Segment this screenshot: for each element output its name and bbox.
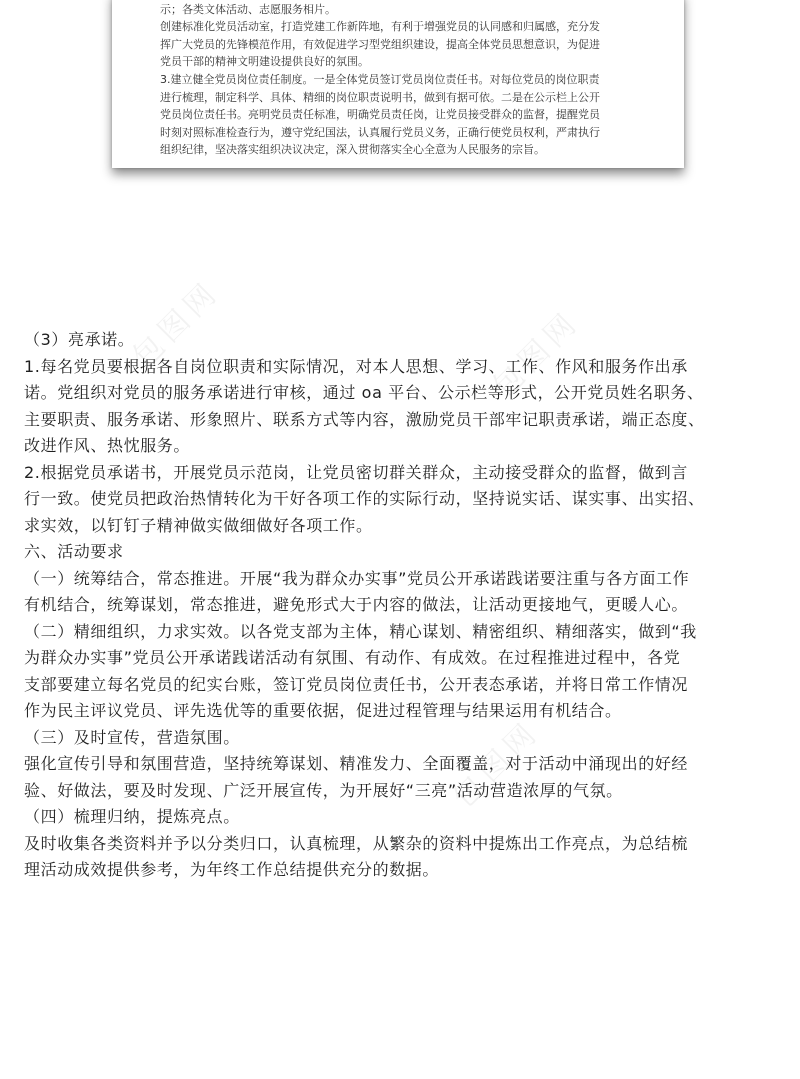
preview-line: 党员干部的精神文明建设提供良好的氛围。 [160,55,369,69]
preview-line: 3.建立健全党员岗位责任制度。一是全体党员签订党员岗位责任书。对每位党员的岗位职责 [160,72,600,86]
preview-line: 时刻对照标准检查行为，遵守党纪国法，认真履行党员义务，正确行使党员权利，严肃执行 [160,125,600,139]
preview-line: 创建标准化党员活动室，打造党建工作新阵地，有利于增强党员的认同感和归属感，充分发 [160,20,600,34]
paragraph-line: 作为民主评议党员、评先选优等的重要依据，促进过程管理与结果运用有机结合。 [24,701,622,720]
paragraph-line: 强化宣传引导和氛围营造，坚持统筹谋划、精准发力、全面覆盖，对于活动中涌现出的好经 [24,754,689,773]
document-body [24,327,784,884]
preview-line: 组织纪律，坚决落实组织决议决定，深入贯彻落实全心全意为人民服务的宗旨。 [160,143,545,157]
section-heading: 六、活动要求 [24,542,124,561]
preview-line: 进行梳理，制定科学、具体、精细的岗位职责说明书，做到有据可依。二是在公示栏上公开 [160,90,600,104]
section-heading: （四）梳理归纳，提炼亮点。 [24,807,240,826]
document-page-preview [112,0,684,168]
section-heading: （3）亮承诺。 [24,330,135,349]
paragraph-line: 理活动成效提供参考，为年终工作总结提供充分的数据。 [24,860,440,879]
preview-line: 党员岗位责任书。亮明党员责任标准，明确党员责任岗，让党员接受群众的监督，提醒党员 [160,108,600,122]
section-heading: （三）及时宣传，营造氛围。 [24,727,240,747]
paragraph-line: 主要职责、服务承诺、形象照片、联系方式等内容，激励党员干部牢记职责承诺，端正态度、 [24,409,705,429]
paragraph-line: 改进作风、热忱服务。 [24,436,191,455]
watermark: 包图网 [485,303,588,406]
watermark: 包图网 [445,713,548,816]
paragraph-line: （二）精细组织，力求实效。以各党支部为主体，精心谋划、精密组织、精细落实，做到“我 [24,621,697,641]
paragraph-line: 及时收集各类资料并予以分类归口，认真梳理，从繁杂的资料中提炼出工作亮点，为总结梳 [24,833,689,853]
preview-line: 示；各类文体活动、志愿服务相片。 [160,2,336,16]
paragraph-line: 求实效，以钉钉子精神做实做细做好各项工作。 [24,515,373,535]
paragraph-line: 有机结合，统筹谋划，常态推进，避免形式大于内容的做法，让活动更接地气，更暖人心。 [24,595,689,614]
watermark: 包图网 [125,273,228,376]
paragraph-line: 行一致。使党员把政治热情转化为干好各项工作的实际行动，坚持说实话、谋实事、出实招、 [24,489,705,508]
paragraph-line: 验、好做法，要及时发现、广泛开展宣传，为开展好“三亮”活动营造浓厚的气氛。 [24,780,623,800]
paragraph-line: 为群众办实事”党员公开承诺践诺活动有氛围、有动作、有成效。在过程推进过程中，各党 [24,648,681,667]
paragraph-line: 诺。党组织对党员的服务承诺进行审核，通过 oa 平台、公示栏等形式，公开党员姓名职务、 [24,383,704,402]
preview-text [160,0,654,159]
paragraph-line: 1.每名党员要根据各自岗位职责和实际情况，对本人思想、学习、工作、作风和服务作出承 [24,356,688,376]
preview-line: 挥广大党员的先锋模范作用，有效促进学习型党组织建设，提高全体党员思想意识，为促进 [160,37,600,51]
paragraph-line: （一）统筹结合，常态推进。开展“我为群众办实事”党员公开承诺践诺要注重与各方面工作 [24,568,690,588]
paragraph-line: 2.根据党员承诺书，开展党员示范岗，让党员密切群关群众，主动接受群众的监督，做到言 [24,462,688,482]
paragraph-line: 支部要建立每名党员的纪实台账，签订党员岗位责任书，公开表态承诺，并将日常工作情况 [24,674,689,694]
